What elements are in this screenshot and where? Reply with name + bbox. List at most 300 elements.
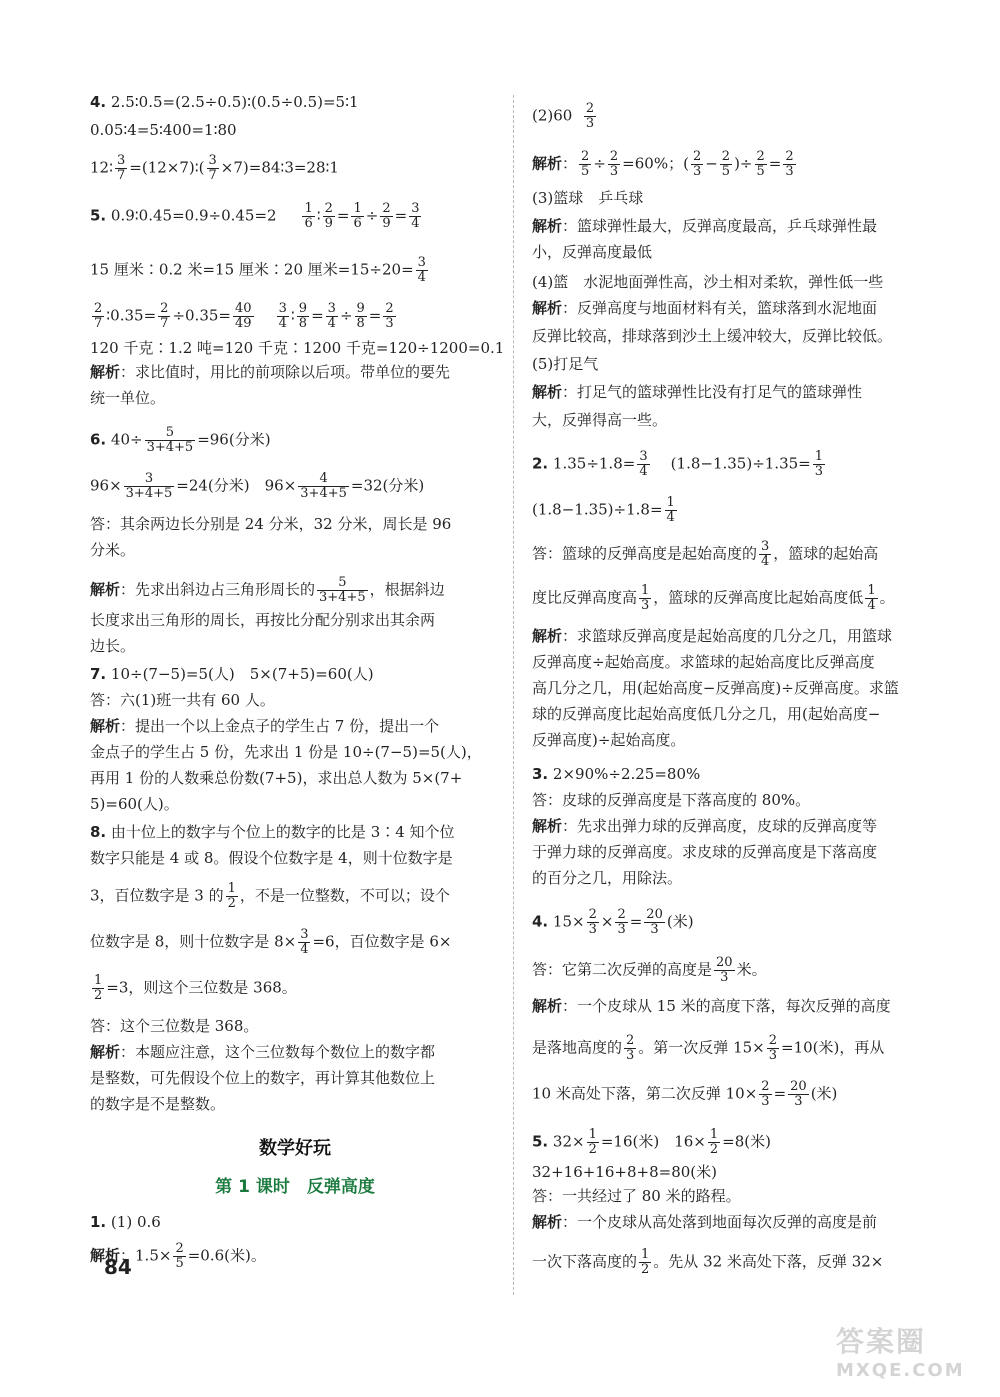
text-segment: ：求比值时，用比的前项除以后项。带单位的要先 <box>120 363 451 381</box>
fraction-denominator: 4 <box>666 510 675 525</box>
fraction-numerator: 20 <box>716 955 733 970</box>
q5-analysis-2 <box>90 388 165 408</box>
text-segment: 的百分之几，用除法。 <box>532 869 683 887</box>
q4-line1 <box>90 92 359 112</box>
fraction-numerator: 1 <box>353 201 362 216</box>
q6-analysis-3 <box>90 636 135 656</box>
fraction <box>813 450 825 479</box>
fraction <box>759 1080 771 1109</box>
q7-answer <box>90 690 275 710</box>
text-segment: ，篮球的起始高 <box>773 544 879 563</box>
q4-line2 <box>90 120 237 140</box>
analysis-label: 解析 <box>90 1043 121 1061</box>
fraction <box>714 956 735 985</box>
fraction-numerator: 2 <box>756 149 765 164</box>
fraction-denominator: 9 <box>382 216 391 231</box>
fraction-denominator: 4 <box>278 316 287 331</box>
text-segment: 长度求出三角形的周长，再按比分配分别求出其余两 <box>90 611 436 629</box>
r4-analysis-3: 10 米高处下落，第二次反弹 10× $\frac{2}{3}$ = $\frac{20}{3}$ (米) <box>532 1079 838 1109</box>
fraction-numerator: 1 <box>814 449 824 464</box>
text-segment: ：先求出弹力球的反弹高度，皮球的反弹高度等 <box>562 817 878 835</box>
fraction <box>608 150 620 179</box>
q8-line1 <box>90 822 455 842</box>
fraction-denominator: 5 <box>721 164 731 179</box>
fraction-numerator: 3 <box>411 201 420 216</box>
text-segment: 答：皮球的反弹高度是下落高度的 80%。 <box>532 791 811 809</box>
question-number: 4. <box>90 93 107 111</box>
fraction-numerator: 2 <box>382 201 391 216</box>
r1-line3 <box>532 272 883 292</box>
fraction <box>584 102 596 131</box>
fraction-numerator: 40 <box>234 301 252 316</box>
question-number: 4. <box>532 912 549 931</box>
fraction-numerator: 2 <box>721 149 731 164</box>
r2-answer-1 <box>532 540 878 569</box>
fraction-numerator: 3 <box>300 927 309 942</box>
fraction <box>639 1248 651 1277</box>
fraction-denominator: 4 <box>411 216 420 231</box>
r5-analysis-1 <box>532 1212 877 1232</box>
text-segment: 反弹比较高，排球落到沙土上缓冲较大，反弹比较低。 <box>532 327 893 345</box>
fraction <box>158 302 170 331</box>
fraction <box>207 154 219 183</box>
fraction-denominator: 3 <box>585 116 595 131</box>
fraction-numerator: 1 <box>666 495 675 510</box>
fraction <box>297 302 309 331</box>
fraction-denominator: 4 <box>327 316 336 331</box>
fraction <box>587 908 599 937</box>
fraction-denominator: 3 <box>761 1094 770 1109</box>
text-segment: 于弹力球的反弹高度。求皮球的反弹高度是下落高度 <box>532 843 878 861</box>
text-segment: 32× <box>552 1132 585 1151</box>
analysis-label: 解析 <box>90 580 121 599</box>
fraction-denominator: 4 <box>639 464 648 479</box>
text-segment: =24(分米) 96× <box>176 476 297 495</box>
fraction <box>624 1034 636 1063</box>
fraction <box>615 908 627 937</box>
fraction-numerator: 4 <box>298 472 349 487</box>
fraction <box>226 882 238 911</box>
fraction-numerator: 20 <box>646 907 663 922</box>
text-segment: 15× <box>552 912 585 931</box>
fraction-denominator: 3 <box>617 922 626 937</box>
fraction <box>115 154 127 183</box>
fraction <box>124 472 175 501</box>
text-segment: 。先从 32 米高处下落，反弹 32× <box>653 1252 884 1271</box>
text-segment: (3)篮球 乒乓球 <box>532 189 644 207</box>
text-segment: ：一个皮球从高处落到地面每次反弹的高度是前 <box>562 1213 878 1231</box>
text-segment: =96(分米) <box>197 430 271 449</box>
r4-line1: 4. 15× $\frac{2}{3}$ × $\frac{2}{3}$ = $\frac{20}{3}$ (米) <box>532 907 694 937</box>
text-segment: 一次下落高度的 <box>532 1252 638 1271</box>
fraction-denominator: 2 <box>709 1142 719 1157</box>
fraction-numerator: 2 <box>588 907 597 922</box>
text-segment: ，篮球的反弹高度比起始高度低 <box>653 588 864 607</box>
fraction-denominator: 7 <box>117 168 126 183</box>
fraction-numerator: 5 <box>317 576 368 591</box>
r1-line2 <box>532 188 643 208</box>
fraction-denominator: 5 <box>581 164 590 179</box>
r1-analysis-2a <box>532 216 877 236</box>
fraction-numerator: 3 <box>208 153 217 168</box>
fraction <box>691 150 703 179</box>
column-divider <box>513 95 514 1295</box>
fraction-denominator: 3 <box>609 164 619 179</box>
fraction-denominator: 8 <box>356 316 365 331</box>
question-number: 8. <box>90 823 107 841</box>
q6-analysis-1 <box>90 576 445 605</box>
fraction-numerator: 5 <box>145 426 196 441</box>
text-segment: 位数字是 8，则十位数字是 8× <box>90 932 297 951</box>
text-segment: 96× <box>90 476 122 495</box>
fraction <box>380 202 392 231</box>
text-segment: ：反弹高度与地面材料有关，篮球落到水泥地面 <box>562 299 878 317</box>
text-segment: ： <box>562 154 578 173</box>
text-segment: 金点子的学生占 5 份，先求出 1 份是 10÷(7−5)=5(人)， <box>90 743 482 761</box>
fraction-denominator: 2 <box>94 988 103 1003</box>
text-segment: 答：这个三位数是 368。 <box>90 1017 259 1035</box>
text-segment: (2)60 <box>532 106 573 125</box>
fraction <box>173 1242 185 1271</box>
fraction-denominator: 5 <box>756 164 765 179</box>
r1-analysis-2b <box>532 242 652 262</box>
section-title: 数学好玩 <box>259 1138 331 1159</box>
text-segment: ×7)=84∶3=28∶1 <box>220 158 339 177</box>
q7-line1 <box>90 664 374 684</box>
text-segment: ：打足气的篮球弹性比没有打足气的篮球弹性 <box>562 383 863 401</box>
text-segment: 3，百位数字是 3 的 <box>90 886 224 905</box>
r4-answer <box>532 956 767 985</box>
question-number: 5. <box>90 206 107 225</box>
fraction-numerator: 3 <box>639 449 648 464</box>
r3-line1 <box>532 764 700 784</box>
fraction <box>355 302 367 331</box>
fraction-denominator: 3 <box>794 1094 803 1109</box>
q5-line3: $\frac{2}{7}$ ∶0.35= $\frac{2}{7}$ ÷0.35= $\frac{40}{49}$ $\frac{3}{4}$ ∶ $\frac{9}{8}$ = $\frac{3}{4}$ ÷ $\frac{9}{8}$ = $\frac{2}{3}$ <box>94 301 394 331</box>
q7-analysis-2 <box>90 742 482 762</box>
fraction-numerator: 20 <box>790 1079 807 1094</box>
r1-analysis-1: 解析： $\frac{2}{5}$ ÷ $\frac{2}{3}$ =60%；( $\frac{2}{3}$ − $\frac{2}{5}$ )÷ $\frac{2}{5}$ = $\frac{2}{3}$ <box>532 149 794 179</box>
question-number: 6. <box>90 430 107 449</box>
text-segment: 0.05∶4=5∶400=1∶80 <box>90 121 237 139</box>
fraction-numerator: 9 <box>356 301 365 316</box>
fraction-denominator: 9 <box>324 216 333 231</box>
fraction <box>788 1080 809 1109</box>
question-number: 5. <box>532 1132 549 1151</box>
text-segment: 是落地高度的 <box>532 1038 623 1057</box>
fraction-numerator: 9 <box>298 301 308 316</box>
fraction-denominator: 4 <box>867 598 876 613</box>
fraction-denominator: 7 <box>208 168 217 183</box>
r1-analysis-4b <box>532 410 667 430</box>
text-segment: =(12×7)∶( <box>129 158 205 177</box>
fraction-denominator: 3 <box>785 164 794 179</box>
q8-line5 <box>90 974 297 1003</box>
analysis-label: 解析 <box>90 717 121 735</box>
fraction-denominator: 5 <box>175 1256 184 1271</box>
fraction-denominator: 3+4+5 <box>319 590 366 605</box>
fraction-numerator: 2 <box>94 301 103 316</box>
text-segment: 高几分之几，用(起始高度−反弹高度)÷反弹高度。求篮 <box>532 679 899 697</box>
text-segment: 1.35÷1.8= <box>552 454 636 473</box>
fraction-denominator: 2 <box>588 1142 597 1157</box>
text-segment: (1.8−1.35)÷1.8= <box>532 500 663 519</box>
fraction-numerator: 1 <box>867 583 876 598</box>
text-segment: 米。 <box>736 960 767 979</box>
q8-answer <box>90 1016 258 1036</box>
fraction <box>665 496 677 525</box>
fraction <box>145 426 196 455</box>
text-segment: =16(米) 16× <box>600 1132 706 1151</box>
text-segment: (1.8−1.35)÷1.35= <box>670 454 811 473</box>
fraction <box>277 302 289 331</box>
fraction-denominator: 2 <box>227 896 236 911</box>
fraction-numerator: 2 <box>175 1241 184 1256</box>
q7-analysis-3 <box>90 768 462 788</box>
text-segment: 0.9∶0.45=0.9÷0.45=2 <box>110 206 277 225</box>
text-segment: 10 米高处下落，第二次反弹 10× <box>532 1084 758 1103</box>
r1-analysis-3a <box>532 298 877 318</box>
fraction-numerator: 3 <box>761 539 770 554</box>
text-segment: 15 厘米∶0.2 米=15 厘米∶20 厘米=15÷20= <box>90 260 414 279</box>
text-segment: 答：它第二次反弹的高度是 <box>532 960 713 979</box>
q6-line1 <box>90 426 271 455</box>
text-segment: =0.6(米)。 <box>187 1246 266 1265</box>
fraction-denominator: 4 <box>761 554 770 569</box>
r3-analysis-1 <box>532 816 877 836</box>
text-segment: 。第一次反弹 15× <box>638 1038 765 1057</box>
fraction-numerator: 1 <box>641 1247 650 1262</box>
text-segment: 分米。 <box>90 541 136 559</box>
analysis-label: 解析 <box>532 217 563 235</box>
analysis-label: 解析 <box>532 299 563 317</box>
fraction-denominator: 6 <box>353 216 362 231</box>
text-segment: ÷0.35= <box>172 306 231 325</box>
q7-analysis-4 <box>90 794 179 814</box>
text-segment: )÷ <box>734 154 753 173</box>
fraction-numerator: 2 <box>581 149 590 164</box>
fraction <box>865 584 877 613</box>
text-segment: ：一个皮球从 15 米的高度下落，每次反弹的高度 <box>562 997 891 1015</box>
text-segment: =6，百位数字是 6× <box>312 932 452 951</box>
fraction-denominator: 4 <box>417 270 426 285</box>
fraction <box>755 150 767 179</box>
fraction <box>409 202 421 231</box>
fraction-denominator: 3+4+5 <box>300 486 347 501</box>
fraction <box>302 202 314 231</box>
q6-answer-1 <box>90 514 451 534</box>
fraction-denominator: 3 <box>588 922 597 937</box>
fraction-denominator: 3 <box>720 970 729 985</box>
fraction-denominator: 8 <box>298 316 308 331</box>
text-segment: ：求篮球反弹高度是起始高度的几分之几，用篮球 <box>562 627 893 645</box>
r5-line1 <box>532 1128 771 1157</box>
r3-answer <box>532 790 810 810</box>
question-number: 7. <box>90 665 107 683</box>
text-segment: 度比反弹高度高 <box>532 588 638 607</box>
fraction-numerator: 1 <box>304 201 313 216</box>
fraction-numerator: 2 <box>761 1079 770 1094</box>
watermark-logo <box>836 1320 976 1382</box>
fraction <box>323 202 335 231</box>
fraction-denominator: 3 <box>641 598 650 613</box>
text-segment: 12∶ <box>90 158 113 177</box>
fraction-numerator: 2 <box>324 201 333 216</box>
q8-analysis-2 <box>90 1068 435 1088</box>
fraction-numerator: 3 <box>117 153 126 168</box>
text-segment: =60%；( <box>622 154 689 173</box>
page-number: 84 <box>104 1255 132 1279</box>
analysis-label: 解析 <box>532 997 563 1015</box>
r2-analysis-1 <box>532 626 892 646</box>
r2-answer-2: 度比反弹高度高 $\frac{1}{3}$ ，篮球的反弹高度比起始高度低 $\frac{1}{4}$ 。 <box>532 583 895 613</box>
fraction-numerator: 2 <box>692 149 702 164</box>
text-segment: 大，反弹得高一些。 <box>532 411 668 429</box>
text-segment: 5)=60(人)。 <box>90 795 179 813</box>
fraction-denominator: 3 <box>626 1048 635 1063</box>
fraction <box>351 202 363 231</box>
fraction-denominator: 3 <box>814 464 824 479</box>
fraction <box>92 302 104 331</box>
text-segment: 是整数，可先假设个位上的数字，再计算其他数位上 <box>90 1069 436 1087</box>
text-segment: ：先求出斜边占三角形周长的 <box>120 580 316 599</box>
text-segment: 再用 1 份的人数乘总份数(7+5)，求出总人数为 5×(7+ <box>90 769 463 787</box>
q5-line1: 5. 0.9∶0.45=0.9÷0.45=2 $\frac{1}{6}$ ∶ $\frac{2}{9}$ = $\frac{1}{6}$ ÷ $\frac{2}{9}$ = $\frac{3}{4}$ <box>90 201 420 231</box>
r2-line1 <box>532 450 827 479</box>
r3-analysis-2 <box>532 842 877 862</box>
fraction-numerator: 1 <box>588 1127 597 1142</box>
fraction-denominator: 3 <box>385 316 394 331</box>
fraction <box>326 302 338 331</box>
r3-analysis-3 <box>532 868 682 888</box>
r5-analysis-2 <box>532 1248 883 1277</box>
fraction <box>298 928 310 957</box>
q8-analysis-3 <box>90 1094 225 1114</box>
text-segment: ：本题应注意，这个三位数每个数位上的数字都 <box>120 1043 436 1061</box>
text-segment: 由十位上的数字与个位上的数字的比是 3∶4 知个位 <box>110 823 455 841</box>
text-segment: 小，反弹高度最低 <box>532 243 653 261</box>
analysis-label: 解析 <box>532 383 563 401</box>
analysis-label: 解析 <box>90 363 121 381</box>
fraction <box>587 1128 599 1157</box>
fraction-denominator: 3+4+5 <box>146 440 194 455</box>
fraction-denominator: 3 <box>768 1048 778 1063</box>
fraction <box>416 256 428 285</box>
fraction-numerator: 2 <box>768 1033 778 1048</box>
text-segment: ：篮球弹性最大，反弹高度最高，乒乓球弹性最 <box>562 217 878 235</box>
text-segment: ∶0.35= <box>106 306 157 325</box>
text-segment: (米) <box>666 912 694 931</box>
fraction <box>720 150 732 179</box>
r2-analysis-2 <box>532 652 875 672</box>
fraction-numerator: 1 <box>709 1127 719 1142</box>
text-segment: 的数字是不是整数。 <box>90 1095 226 1113</box>
fraction-numerator: 3 <box>278 301 287 316</box>
q8-line4 <box>90 928 451 957</box>
text-segment: (5)打足气 <box>532 355 599 373</box>
analysis-label: 解析 <box>532 1213 563 1231</box>
fraction-numerator: 3 <box>417 255 426 270</box>
r5-answer <box>532 1186 741 1206</box>
fraction-denominator: 6 <box>304 216 313 231</box>
r2-analysis-5 <box>532 730 685 750</box>
fraction-denominator: 49 <box>234 316 252 331</box>
text-segment: 边长。 <box>90 637 136 655</box>
text-segment: ：1.5× <box>120 1246 172 1265</box>
fraction <box>644 908 665 937</box>
fraction-denominator: 3 <box>692 164 702 179</box>
q6-analysis-2 <box>90 610 435 630</box>
q7-analysis-1 <box>90 716 439 736</box>
text-segment: 10÷(7−5)=5(人) 5×(7+5)=60(人) <box>110 665 374 683</box>
text-segment: 球的反弹高度比起始高度低几分之几，用(起始高度− <box>532 705 881 723</box>
r1-line1 <box>532 102 598 131</box>
q8-line3 <box>90 882 450 911</box>
section-subtitle: 第 1 课时 反弹高度 <box>215 1177 375 1197</box>
fraction <box>639 584 651 613</box>
fraction-denominator: 3+4+5 <box>125 486 173 501</box>
analysis-label: 解析 <box>532 627 563 645</box>
fraction-numerator: 3 <box>327 301 336 316</box>
text-segment: ：提出一个以上金点子的学生占 7 份，提出一个 <box>120 717 440 735</box>
r2-line2 <box>532 496 679 525</box>
text-segment: =32(分米) <box>350 476 425 495</box>
question-number: 2. <box>532 454 549 473</box>
text-segment: ，不是一位整数，不可以；设个 <box>239 886 450 905</box>
analysis-label: 解析 <box>532 154 563 173</box>
fraction-numerator: 1 <box>94 973 103 988</box>
fraction-numerator: 2 <box>617 907 626 922</box>
r1-analysis-3b <box>532 326 892 346</box>
fraction-numerator: 2 <box>609 149 619 164</box>
fraction <box>759 540 771 569</box>
text-segment: 40÷ <box>110 430 143 449</box>
fraction-denominator: 3 <box>650 922 659 937</box>
q6-answer-2 <box>90 540 135 560</box>
text-segment: 答：一共经过了 80 米的路程。 <box>532 1187 741 1205</box>
q8-analysis-1 <box>90 1042 435 1062</box>
fraction-numerator: 2 <box>626 1033 635 1048</box>
text-segment: 2.5∶0.5=(2.5÷0.5)∶(0.5÷0.5)=5∶1 <box>110 93 359 111</box>
fraction <box>317 576 368 605</box>
text-segment: 答：六(1)班一共有 60 人。 <box>90 691 275 709</box>
analysis-label: 解析 <box>90 1246 121 1265</box>
text-segment: 统一单位。 <box>90 389 166 407</box>
text-segment: 答：其余两边长分别是 24 分米，32 分米，周长是 96 <box>90 515 452 533</box>
analysis-label: 解析 <box>532 817 563 835</box>
text-segment: =3，则这个三位数是 368。 <box>106 978 297 997</box>
fraction-numerator: 3 <box>124 472 175 487</box>
fraction <box>767 1034 779 1063</box>
fraction <box>298 472 349 501</box>
fraction <box>92 974 104 1003</box>
text-segment: =8(米) <box>722 1132 771 1151</box>
question-number: 3. <box>532 765 549 783</box>
text-segment: ，根据斜边 <box>369 580 445 599</box>
text-segment: 反弹高度÷起始高度。求篮球的起始高度比反弹高度 <box>532 653 875 671</box>
r2-analysis-4 <box>532 704 880 724</box>
r4-analysis-2 <box>532 1034 884 1063</box>
fraction-denominator: 7 <box>160 316 169 331</box>
s1-line1 <box>90 1212 161 1232</box>
q5-line4 <box>90 338 504 358</box>
fraction-denominator: 4 <box>300 942 309 957</box>
text-segment: 反弹高度)÷起始高度。 <box>532 731 686 749</box>
q5-line2 <box>90 256 430 285</box>
fraction-numerator: 2 <box>585 101 595 116</box>
r5-line2 <box>532 1162 717 1182</box>
question-number: 1. <box>90 1213 107 1231</box>
